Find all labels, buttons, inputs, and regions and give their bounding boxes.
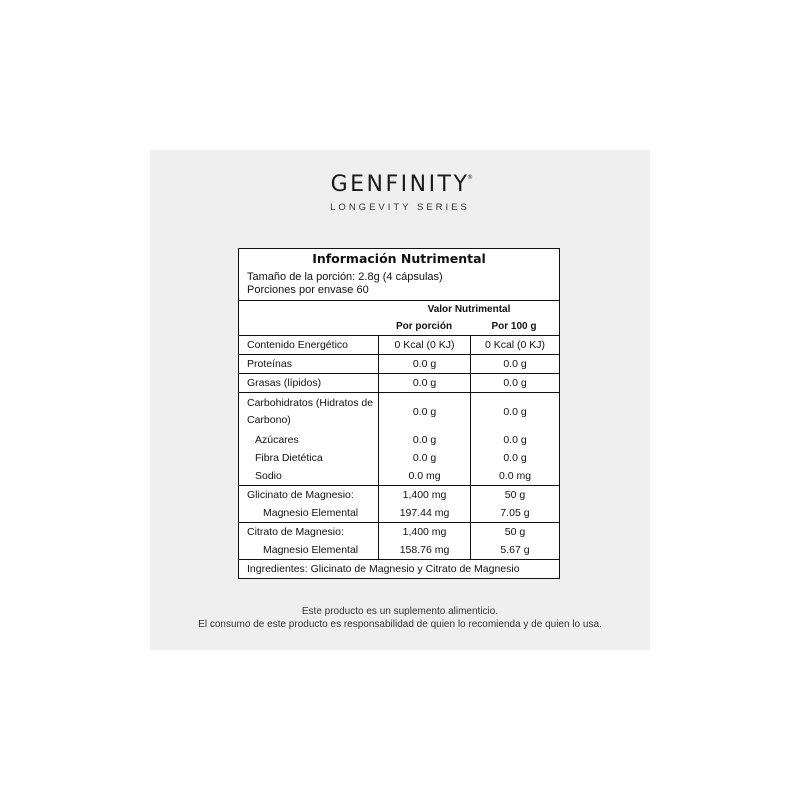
nutrient-name: Magnesio Elemental — [239, 504, 379, 522]
per-100g-value: 7.05 g — [500, 507, 530, 519]
per-serving-value: 1,400 mg — [379, 523, 471, 541]
per-serving-value: 0.0 g — [379, 449, 471, 467]
nutrient-name: Glicinato de Magnesio: — [239, 486, 379, 504]
per-100g-value: 50 g — [504, 489, 526, 501]
nutrition-header — [239, 249, 559, 301]
nutrient-name: Sodio — [239, 467, 379, 485]
per-100g-value: 0.0 mg — [498, 470, 532, 482]
per-100g-value: 50 g — [504, 526, 526, 538]
nutrition-title: Información Nutrimental — [312, 251, 486, 266]
per-100g-value: 0 Kcal (0 KJ) — [484, 339, 546, 351]
disclaimer-line-1: Este producto es un suplemento alimenticio. — [301, 606, 499, 617]
per-serving-value: 158.76 mg — [379, 541, 471, 559]
per-serving-value: 0.0 g — [379, 355, 471, 373]
per-100g-value: 0.0 g — [503, 358, 527, 370]
nutrient-name: Fibra Dietética — [239, 449, 379, 467]
column-header — [239, 301, 559, 336]
per-100g-value: 0.0 g — [503, 434, 527, 446]
table-row — [239, 504, 559, 523]
table-row — [239, 523, 559, 541]
nutrient-name: Contenido Energético — [239, 336, 379, 354]
ingredients-line: Ingredientes: Glicinato de Magnesio y Citrato de Magnesio — [247, 563, 520, 575]
table-row — [239, 541, 559, 560]
nutrient-name: Proteínas — [239, 355, 379, 373]
nutrition-label — [238, 248, 560, 579]
table-row — [239, 431, 559, 449]
disclaimer — [150, 605, 650, 631]
group-header: Valor Nutrimental — [427, 304, 511, 315]
brand-header — [150, 172, 650, 213]
table-row — [239, 486, 559, 504]
nutrient-name: Carbohidratos (Hidratos de Carbono) — [239, 393, 379, 431]
per-serving-value: 0.0 g — [379, 374, 471, 392]
nutrient-name: Citrato de Magnesio: — [239, 523, 379, 541]
product-panel — [150, 150, 650, 650]
servings-per-container: Porciones por envase 60 — [247, 284, 369, 296]
col-per-serving: Por porción — [395, 321, 453, 332]
trademark-symbol: ® — [466, 174, 476, 181]
col-per-100g: Por 100 g — [491, 321, 537, 332]
per-100g-value: 0.0 g — [503, 377, 527, 389]
table-row — [239, 336, 559, 355]
table-row — [239, 374, 559, 393]
nutrient-name: Azúcares — [239, 431, 379, 449]
per-serving-value: 0.0 g — [379, 431, 471, 449]
brand-tagline: LONGEVITY SERIES — [330, 202, 470, 213]
table-row — [239, 467, 559, 486]
per-100g-value: 5.67 g — [500, 544, 530, 556]
per-serving-value: 0.0 mg — [379, 467, 471, 485]
nutrient-name: Grasas (lípidos) — [239, 374, 379, 392]
table-row — [239, 355, 559, 374]
table-row — [239, 449, 559, 467]
per-100g-value: 0.0 g — [503, 452, 527, 464]
table-row — [239, 393, 559, 431]
serving-size: Tamaño de la porción: 2.8g (4 cápsulas) — [247, 271, 443, 283]
per-serving-value: 197.44 mg — [379, 504, 471, 522]
brand-logo — [330, 172, 476, 197]
per-serving-value: 0 Kcal (0 KJ) — [379, 336, 471, 354]
per-serving-value: 0.0 g — [379, 393, 471, 431]
per-100g-value: 0.0 g — [503, 406, 527, 418]
disclaimer-line-2: El consumo de este producto es responsabilidad de quien lo recomienda y de quien lo usa. — [198, 619, 602, 630]
brand-name: GENFINITY — [330, 172, 470, 197]
per-serving-value: 1,400 mg — [379, 486, 471, 504]
nutrient-name: Magnesio Elemental — [239, 541, 379, 559]
